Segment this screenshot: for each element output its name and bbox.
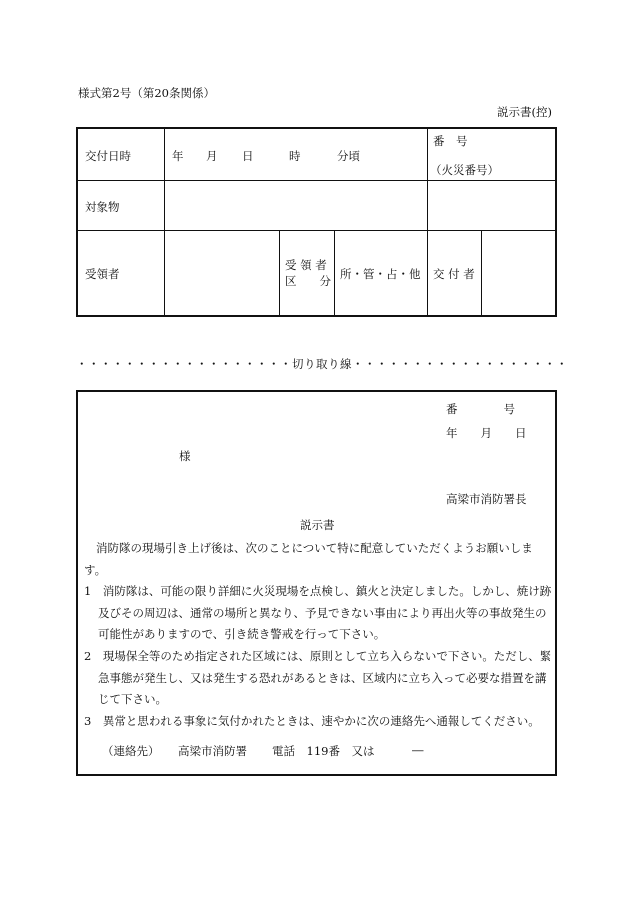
number-label: 番 号 xyxy=(433,134,468,148)
phone-dash: ― xyxy=(412,743,424,757)
column-divider xyxy=(164,129,165,315)
notice-box xyxy=(76,390,557,776)
notice-number-label: 番 号 xyxy=(446,402,515,416)
receipt-table xyxy=(76,127,557,317)
row-divider xyxy=(78,230,555,231)
issuer-name: 高梁市消防署長 xyxy=(446,492,527,506)
issue-datetime-label: 交付日時 xyxy=(85,149,131,163)
notice-item-2: 2 現場保全等のため指定された区域には、原則として立ち入らないで下さい。ただし、緊急事態が発生し、又は発生する恐れがあるときは、区域内に立ち入って必要な措置を講じて下さい。 xyxy=(84,649,552,706)
notice-date-label: 年 月 日 xyxy=(446,426,527,440)
row-divider xyxy=(78,180,555,181)
contact-org: 高梁市消防署 xyxy=(178,744,247,758)
minute-label: 分頃 xyxy=(337,149,360,163)
phone-label: 電話 119番 又は xyxy=(272,744,375,758)
recipient-label: 受領者 xyxy=(85,267,120,281)
column-divider xyxy=(279,230,280,315)
column-divider xyxy=(427,129,428,315)
recipient-category-label-line2: 区 分 xyxy=(285,274,331,288)
target-label: 対象物 xyxy=(85,200,120,214)
contact-label: （連絡先） xyxy=(102,744,160,758)
category-options: 所・管・占・他 xyxy=(340,267,421,281)
notice-item-1: 1 消防隊は、可能の限り詳細に火災現場を点検し、鎮火と決定しました。しかし、焼け跡及びその周辺は、通常の場所と異なり、予見できない事由により再出火等の事故発生の可能性がありますので、引き続き警戒を行って下さい。 xyxy=(84,584,552,641)
year-label: 年 xyxy=(172,149,184,163)
notice-item-3: 3 異常と思われる事象に気付かれたときは、速やかに次の連絡先へ通報してください。 xyxy=(84,714,540,728)
fire-number-label: （火災番号） xyxy=(430,163,499,177)
column-divider xyxy=(481,230,482,315)
month-label: 月 xyxy=(206,149,218,163)
copy-label: 説示書(控) xyxy=(497,105,552,119)
issuer-label: 交 付 者 xyxy=(433,267,475,281)
notice-intro: 消防隊の現場引き上げ後は、次のことについて特に配意していただくようお願いします。 xyxy=(84,541,533,577)
recipient-category-label: 受 領 者 xyxy=(285,258,327,272)
notice-title: 説示書 xyxy=(300,518,335,532)
column-divider xyxy=(334,230,335,315)
hour-label: 時 xyxy=(289,149,301,163)
form-number-label: 様式第2号（第20条関係） xyxy=(78,86,215,100)
day-label: 日 xyxy=(242,149,254,163)
cut-line: ・・・・・・・・・・・・・・・・・・切り取り線・・・・・・・・・・・・・・・・・・ xyxy=(76,357,568,371)
addressee-suffix: 様 xyxy=(179,449,191,463)
